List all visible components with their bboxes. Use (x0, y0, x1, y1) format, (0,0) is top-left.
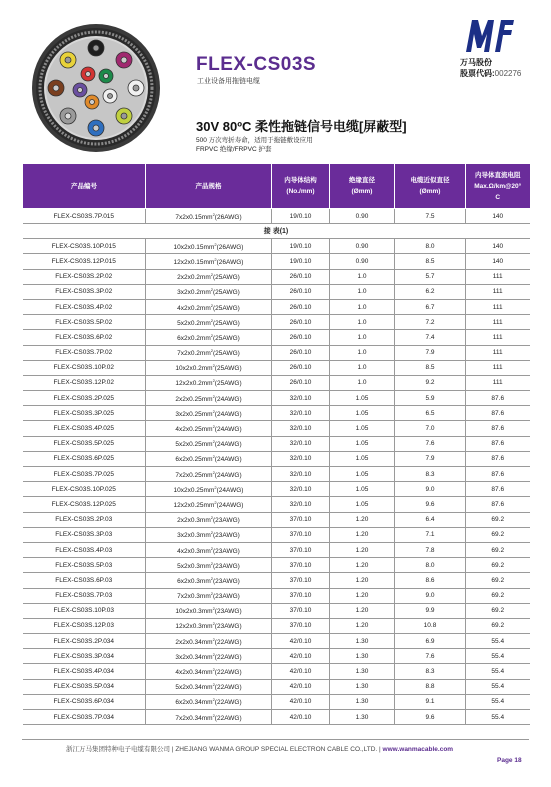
table-row (23, 558, 530, 573)
cell-resistance: 87.6 (466, 451, 530, 466)
cell-outer-diameter: 8.0 (395, 558, 466, 573)
cell-model: FLEX-CS03S.12P.02 (23, 375, 146, 390)
footer-divider (22, 739, 529, 740)
table-row (23, 209, 530, 224)
cell-spec: $2x2x0.2mm^2(25AWG)$ (146, 269, 272, 284)
cell-resistance: 140 (466, 239, 530, 254)
cell-model: FLEX-CS03S.6P.03 (23, 573, 146, 588)
cell-outer-diameter: 8.8 (395, 679, 466, 694)
cell-conductor: 37/0.10 (272, 618, 330, 633)
cell-insulation: 1.0 (330, 269, 395, 284)
table-row (23, 664, 530, 679)
cell-model: FLEX-CS03S.3P.03 (23, 527, 146, 542)
cell-resistance: 87.6 (466, 497, 530, 512)
cell-spec: $3x2x0.3mm^2(23AWG)$ (146, 527, 272, 542)
cell-resistance: 111 (466, 299, 530, 314)
col-header-resistance: 内导体直流电阻 Max.Ω/km@20° C (466, 164, 530, 209)
cell-spec: $6x2x0.2mm^2(25AWG)$ (146, 330, 272, 345)
description-line-2: FRPVC 绝缘/FRPVC 护套 (196, 146, 272, 153)
cell-model: FLEX-CS03S.10P.015 (23, 239, 146, 254)
cell-conductor: 42/0.10 (272, 710, 330, 725)
cell-conductor: 26/0.10 (272, 269, 330, 284)
cell-insulation: 1.20 (330, 603, 395, 618)
spec-table (22, 163, 529, 725)
cell-conductor: 32/0.10 (272, 467, 330, 482)
cell-outer-diameter: 7.6 (395, 436, 466, 451)
table-row (23, 421, 530, 436)
cell-insulation: 0.90 (330, 254, 395, 269)
col-header-insulation: 绝缘直径 (Ømm) (330, 164, 395, 209)
cell-insulation: 1.0 (330, 299, 395, 314)
cell-spec: $2x2x0.25mm^2(24AWG)$ (146, 391, 272, 406)
cell-resistance: 111 (466, 284, 530, 299)
cell-insulation: 1.20 (330, 527, 395, 542)
cell-model: FLEX-CS03S.2P.025 (23, 391, 146, 406)
cell-model: FLEX-CS03S.10P.025 (23, 482, 146, 497)
cell-outer-diameter: 9.9 (395, 603, 466, 618)
cell-insulation: 1.30 (330, 679, 395, 694)
cell-model: FLEX-CS03S.4P.02 (23, 299, 146, 314)
cell-resistance: 140 (466, 254, 530, 269)
table-row (23, 482, 530, 497)
cell-insulation: 1.0 (330, 345, 395, 360)
cell-insulation: 1.30 (330, 649, 395, 664)
cell-model: FLEX-CS03S.5P.03 (23, 558, 146, 573)
cell-model: FLEX-CS03S.7P.015 (23, 209, 146, 224)
cell-model: FLEX-CS03S.7P.034 (23, 710, 146, 725)
table-row (23, 679, 530, 694)
cell-spec: $2x2x0.3mm^2(23AWG)$ (146, 512, 272, 527)
cell-outer-diameter: 8.6 (395, 573, 466, 588)
table-row (23, 391, 530, 406)
cell-resistance: 69.2 (466, 542, 530, 557)
cell-model: FLEX-CS03S.3P.025 (23, 406, 146, 421)
cell-resistance: 111 (466, 330, 530, 345)
cell-insulation: 1.0 (330, 375, 395, 390)
cell-resistance: 111 (466, 360, 530, 375)
table-row (23, 634, 530, 649)
cell-insulation: 1.20 (330, 618, 395, 633)
cell-resistance: 87.6 (466, 391, 530, 406)
cell-insulation: 1.05 (330, 391, 395, 406)
cell-conductor: 32/0.10 (272, 436, 330, 451)
cell-outer-diameter: 7.8 (395, 542, 466, 557)
cell-conductor: 32/0.10 (272, 482, 330, 497)
cell-conductor: 42/0.10 (272, 649, 330, 664)
table-row (23, 360, 530, 375)
cell-spec: $10x2x0.3mm^2(23AWG)$ (146, 603, 272, 618)
cell-model: FLEX-CS03S.10P.03 (23, 603, 146, 618)
cell-outer-diameter: 8.0 (395, 239, 466, 254)
cell-outer-diameter: 5.9 (395, 391, 466, 406)
cell-outer-diameter: 9.2 (395, 375, 466, 390)
cell-insulation: 1.20 (330, 542, 395, 557)
table-row (23, 710, 530, 725)
table-row (23, 406, 530, 421)
table-row (23, 375, 530, 390)
cell-outer-diameter: 9.6 (395, 710, 466, 725)
cell-model: FLEX-CS03S.6P.034 (23, 694, 146, 709)
cell-outer-diameter: 7.9 (395, 451, 466, 466)
cell-resistance: 69.2 (466, 512, 530, 527)
cell-outer-diameter: 7.9 (395, 345, 466, 360)
cell-resistance: 55.4 (466, 694, 530, 709)
cell-insulation: 1.20 (330, 588, 395, 603)
product-code-title: FLEX-CS03S (196, 54, 317, 75)
cell-conductor: 42/0.10 (272, 634, 330, 649)
cell-resistance: 55.4 (466, 664, 530, 679)
cell-resistance: 55.4 (466, 649, 530, 664)
cell-conductor: 37/0.10 (272, 558, 330, 573)
table-row (23, 436, 530, 451)
table-body (23, 239, 530, 725)
cell-resistance: 69.2 (466, 558, 530, 573)
cell-outer-diameter: 7.5 (395, 209, 466, 224)
cell-resistance: 87.6 (466, 436, 530, 451)
table-row (23, 315, 530, 330)
cell-model: FLEX-CS03S.2P.03 (23, 512, 146, 527)
cell-insulation: 1.05 (330, 421, 395, 436)
table-row (23, 254, 530, 269)
cell-model: FLEX-CS03S.6P.025 (23, 451, 146, 466)
product-headline: 30V 80ºC 柔性拖链信号电缆[屏蔽型] (196, 119, 407, 134)
cell-spec: $4x2x0.3mm^2(23AWG)$ (146, 542, 272, 557)
cell-resistance: 87.6 (466, 482, 530, 497)
cell-conductor: 32/0.10 (272, 391, 330, 406)
cell-conductor: 26/0.10 (272, 299, 330, 314)
table-row (23, 269, 530, 284)
cell-outer-diameter: 6.9 (395, 634, 466, 649)
continued-caption: 接 表(1) (23, 224, 530, 239)
cell-resistance: 111 (466, 269, 530, 284)
cell-outer-diameter: 7.0 (395, 421, 466, 436)
cable-cross-section-image (30, 22, 162, 154)
cell-resistance: 87.6 (466, 467, 530, 482)
cell-conductor: 37/0.10 (272, 573, 330, 588)
cell-conductor: 32/0.10 (272, 406, 330, 421)
cell-resistance: 55.4 (466, 679, 530, 694)
cell-insulation: 1.0 (330, 315, 395, 330)
cell-spec: $12x2x0.25mm^2(24AWG)$ (146, 497, 272, 512)
table-row (23, 512, 530, 527)
cell-insulation: 0.90 (330, 209, 395, 224)
table-row (23, 497, 530, 512)
cell-resistance: 69.2 (466, 603, 530, 618)
cell-outer-diameter: 8.3 (395, 467, 466, 482)
cell-model: FLEX-CS03S.7P.025 (23, 467, 146, 482)
cell-outer-diameter: 9.1 (395, 694, 466, 709)
table-row (23, 299, 530, 314)
cell-insulation: 1.20 (330, 512, 395, 527)
cell-model: FLEX-CS03S.7P.03 (23, 588, 146, 603)
stock-code (460, 68, 521, 79)
cell-resistance: 69.2 (466, 588, 530, 603)
cell-insulation: 1.20 (330, 558, 395, 573)
cell-insulation: 1.20 (330, 573, 395, 588)
cell-resistance: 69.2 (466, 618, 530, 633)
cell-conductor: 42/0.10 (272, 694, 330, 709)
cell-model: FLEX-CS03S.6P.02 (23, 330, 146, 345)
cell-spec: $3x2x0.2mm^2(25AWG)$ (146, 284, 272, 299)
cell-insulation: 1.0 (330, 330, 395, 345)
cell-conductor: 26/0.10 (272, 284, 330, 299)
cell-outer-diameter: 7.6 (395, 649, 466, 664)
cell-conductor: 26/0.10 (272, 345, 330, 360)
cell-spec: $3x2x0.34mm^2(22AWG)$ (146, 649, 272, 664)
table-row (23, 649, 530, 664)
cell-insulation: 0.90 (330, 239, 395, 254)
table-row (23, 694, 530, 709)
cell-model: FLEX-CS03S.2P.02 (23, 269, 146, 284)
cell-resistance: 69.2 (466, 527, 530, 542)
cell-model: FLEX-CS03S.5P.034 (23, 679, 146, 694)
col-header-outer-diameter: 电缆近似直径 (Ømm) (395, 164, 466, 209)
cell-outer-diameter: 6.2 (395, 284, 466, 299)
cell-outer-diameter: 6.5 (395, 406, 466, 421)
cell-spec: $7x2x0.34mm^2(22AWG)$ (146, 710, 272, 725)
cell-conductor: 19/0.10 (272, 254, 330, 269)
cell-outer-diameter: 6.4 (395, 512, 466, 527)
cell-resistance: 55.4 (466, 710, 530, 725)
cell-outer-diameter: 6.7 (395, 299, 466, 314)
cell-model: FLEX-CS03S.12P.025 (23, 497, 146, 512)
cell-resistance: 140 (466, 209, 530, 224)
col-header-conductor: 内导体结构 (No./mm) (272, 164, 330, 209)
cell-model: FLEX-CS03S.3P.034 (23, 649, 146, 664)
cell-resistance: 69.2 (466, 573, 530, 588)
cell-resistance: 111 (466, 345, 530, 360)
cell-spec: $3x2x0.25mm^2(24AWG)$ (146, 406, 272, 421)
cell-resistance: 111 (466, 315, 530, 330)
cell-outer-diameter: 9.0 (395, 482, 466, 497)
cell-resistance: 111 (466, 375, 530, 390)
cell-spec: $7x2x0.2mm^2(25AWG)$ (146, 345, 272, 360)
cell-spec: $6x2x0.34mm^2(22AWG)$ (146, 694, 272, 709)
table-row (23, 618, 530, 633)
cell-model: FLEX-CS03S.12P.015 (23, 254, 146, 269)
table-row (23, 527, 530, 542)
cell-spec: $7x2x0.3mm^2(23AWG)$ (146, 588, 272, 603)
cell-spec: $5x2x0.34mm^2(22AWG)$ (146, 679, 272, 694)
cell-spec: $2x2x0.34mm^2(22AWG)$ (146, 634, 272, 649)
cell-insulation: 1.05 (330, 436, 395, 451)
cell-outer-diameter: 8.3 (395, 664, 466, 679)
cell-model: FLEX-CS03S.4P.034 (23, 664, 146, 679)
cell-insulation: 1.0 (330, 360, 395, 375)
cell-insulation: 1.30 (330, 694, 395, 709)
cell-model: FLEX-CS03S.2P.034 (23, 634, 146, 649)
cell-spec: $10x2x0.15mm^2(26AWG)$ (146, 239, 272, 254)
cell-conductor: 32/0.10 (272, 421, 330, 436)
cell-model: FLEX-CS03S.4P.03 (23, 542, 146, 557)
table-row (23, 603, 530, 618)
cell-model: FLEX-CS03S.5P.025 (23, 436, 146, 451)
cell-spec: $4x2x0.34mm^2(22AWG)$ (146, 664, 272, 679)
description-line-1: 500 万次弯折寿命，适用于拖链敷设应用 (196, 137, 313, 144)
stock-code-value: 002276 (494, 69, 522, 78)
cell-outer-diameter: 9.6 (395, 497, 466, 512)
cell-conductor: 32/0.10 (272, 497, 330, 512)
cell-model: FLEX-CS03S.3P.02 (23, 284, 146, 299)
footer-url-link[interactable]: www.wanmacable.com (382, 746, 454, 753)
cell-spec: $10x2x0.2mm^2(25AWG)$ (146, 360, 272, 375)
cell-spec: $6x2x0.25mm^2(24AWG)$ (146, 451, 272, 466)
table-row (23, 239, 530, 254)
table-row (23, 345, 530, 360)
cell-conductor: 26/0.10 (272, 315, 330, 330)
page-number: Page 18 (497, 757, 522, 764)
cell-conductor: 37/0.10 (272, 603, 330, 618)
cell-insulation: 1.30 (330, 634, 395, 649)
cell-model: FLEX-CS03S.12P.03 (23, 618, 146, 633)
cell-resistance: 87.6 (466, 406, 530, 421)
cell-resistance: 55.4 (466, 634, 530, 649)
cell-outer-diameter: 8.5 (395, 254, 466, 269)
footer-company-cn: 浙江万马集团特种电子电缆有限公司 (66, 746, 170, 753)
table-header-row (23, 164, 530, 209)
cell-conductor: 26/0.10 (272, 330, 330, 345)
cell-resistance: 87.6 (466, 421, 530, 436)
cell-spec: $7x2x0.25mm^2(24AWG)$ (146, 467, 272, 482)
cell-insulation: 1.05 (330, 482, 395, 497)
cell-spec: $5x2x0.2mm^2(25AWG)$ (146, 315, 272, 330)
cell-insulation: 1.05 (330, 467, 395, 482)
cell-conductor: 26/0.10 (272, 360, 330, 375)
cell-insulation: 1.05 (330, 451, 395, 466)
table-row (23, 330, 530, 345)
cell-outer-diameter: 7.1 (395, 527, 466, 542)
cell-outer-diameter: 5.7 (395, 269, 466, 284)
product-description (196, 136, 313, 154)
cell-spec: $12x2x0.3mm^2(23AWG)$ (146, 618, 272, 633)
cell-conductor: 37/0.10 (272, 588, 330, 603)
cell-conductor: 32/0.10 (272, 451, 330, 466)
cell-outer-diameter: 8.5 (395, 360, 466, 375)
cell-spec: $12x2x0.15mm^2(26AWG)$ (146, 254, 272, 269)
table-row (23, 284, 530, 299)
cell-conductor: 37/0.10 (272, 542, 330, 557)
cell-model: FLEX-CS03S.7P.02 (23, 345, 146, 360)
cell-conductor: 26/0.10 (272, 375, 330, 390)
col-header-spec: 产品规格 (146, 164, 272, 209)
cell-model: FLEX-CS03S.4P.025 (23, 421, 146, 436)
cell-spec: $7x2x0.15mm^2(26AWG)$ (146, 209, 272, 224)
cell-insulation: 1.30 (330, 664, 395, 679)
cell-spec: $12x2x0.2mm^2(25AWG)$ (146, 375, 272, 390)
cell-spec: $5x2x0.25mm^2(24AWG)$ (146, 436, 272, 451)
cell-spec: $6x2x0.3mm^2(23AWG)$ (146, 573, 272, 588)
table-row (23, 573, 530, 588)
footer: 浙江万马集团特种电子电缆有限公司 | ZHEJIANG WANMA GROUP SPECIAL ELECTRON CABLE CO.,LTD. | www.wanmacable.com (66, 746, 454, 753)
cell-outer-diameter: 10.8 (395, 618, 466, 633)
cell-outer-diameter: 7.4 (395, 330, 466, 345)
wanma-logo (462, 16, 516, 54)
footer-company-en: ZHEJIANG WANMA GROUP SPECIAL ELECTRON CABLE CO.,LTD. (175, 746, 378, 753)
cell-insulation: 1.30 (330, 710, 395, 725)
brand-name: 万马股份 (460, 58, 492, 67)
cell-insulation: 1.05 (330, 406, 395, 421)
table-row (23, 542, 530, 557)
cell-conductor: 19/0.10 (272, 209, 330, 224)
cell-insulation: 1.0 (330, 284, 395, 299)
stock-code-label: 股票代码: (460, 69, 495, 78)
cell-spec: $4x2x0.25mm^2(24AWG)$ (146, 421, 272, 436)
cell-outer-diameter: 9.0 (395, 588, 466, 603)
cell-conductor: 19/0.10 (272, 239, 330, 254)
product-subtitle: 工业设备用拖链电缆 (197, 78, 260, 85)
cell-conductor: 37/0.10 (272, 527, 330, 542)
table-row (23, 451, 530, 466)
table-row (23, 467, 530, 482)
cell-outer-diameter: 7.2 (395, 315, 466, 330)
table-row (23, 588, 530, 603)
cell-model: FLEX-CS03S.10P.02 (23, 360, 146, 375)
cell-model: FLEX-CS03S.5P.02 (23, 315, 146, 330)
cell-insulation: 1.05 (330, 497, 395, 512)
cell-spec: $4x2x0.2mm^2(25AWG)$ (146, 299, 272, 314)
cell-conductor: 42/0.10 (272, 679, 330, 694)
continued-caption-row (23, 224, 530, 239)
cell-conductor: 37/0.10 (272, 512, 330, 527)
cell-spec: $5x2x0.3mm^2(23AWG)$ (146, 558, 272, 573)
col-header-model: 产品编号 (23, 164, 146, 209)
cell-spec: $10x2x0.25mm^2(24AWG)$ (146, 482, 272, 497)
cell-conductor: 42/0.10 (272, 664, 330, 679)
